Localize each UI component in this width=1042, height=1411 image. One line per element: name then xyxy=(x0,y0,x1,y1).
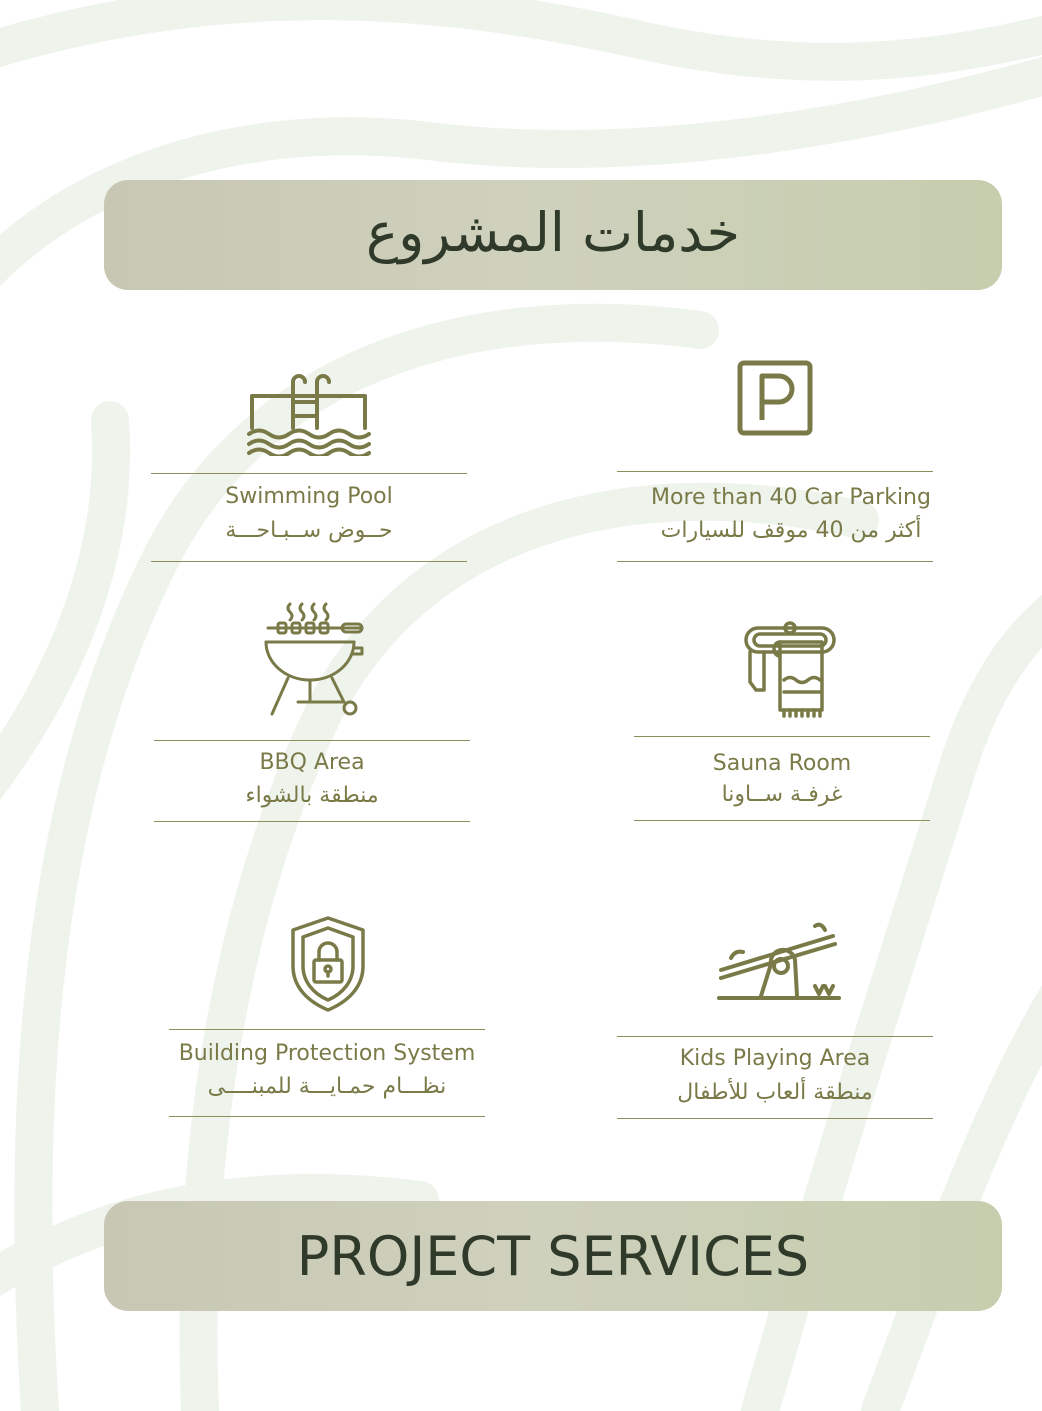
sauna-towel-icon xyxy=(742,620,838,718)
page-title-arabic: خدمات المشروع xyxy=(365,200,741,264)
service-label-ar: منطقة ألعاب للأطفال xyxy=(677,1080,873,1105)
service-label-en: More than 40 Car Parking xyxy=(651,485,931,510)
footer-banner xyxy=(104,1201,1002,1311)
service-label-ar: حــوض ســبـاحـــة xyxy=(225,518,393,543)
service-sauna-room xyxy=(634,620,930,825)
security-shield-icon xyxy=(289,914,367,1014)
service-label-ar: غرفـة ســاونا xyxy=(721,782,843,807)
service-label-en: Sauna Room xyxy=(712,751,852,776)
service-label-ar: أكثر من 40 موقف للسيارات xyxy=(660,518,922,543)
header-banner xyxy=(104,180,1002,290)
service-label-ar: نظـــام حمـايـــة للمبنــــى xyxy=(207,1074,447,1099)
service-label-en: Swimming Pool xyxy=(225,484,393,509)
service-bbq-area xyxy=(154,600,470,825)
page-title-english: PROJECT SERVICES xyxy=(296,1224,810,1288)
service-swimming-pool xyxy=(151,372,467,565)
service-label-en: Kids Playing Area xyxy=(679,1046,871,1071)
service-label-en: BBQ Area xyxy=(259,750,365,775)
service-kids-playing-area xyxy=(617,920,933,1122)
bbq-grill-icon xyxy=(258,600,366,720)
swimming-pool-icon xyxy=(247,372,371,456)
service-building-protection xyxy=(169,914,485,1119)
service-label-ar: منطقة بالشواء xyxy=(245,783,379,808)
seesaw-icon xyxy=(715,920,843,1004)
service-label-en: Building Protection System xyxy=(178,1041,476,1066)
parking-icon xyxy=(737,360,813,436)
service-parking xyxy=(617,360,933,565)
